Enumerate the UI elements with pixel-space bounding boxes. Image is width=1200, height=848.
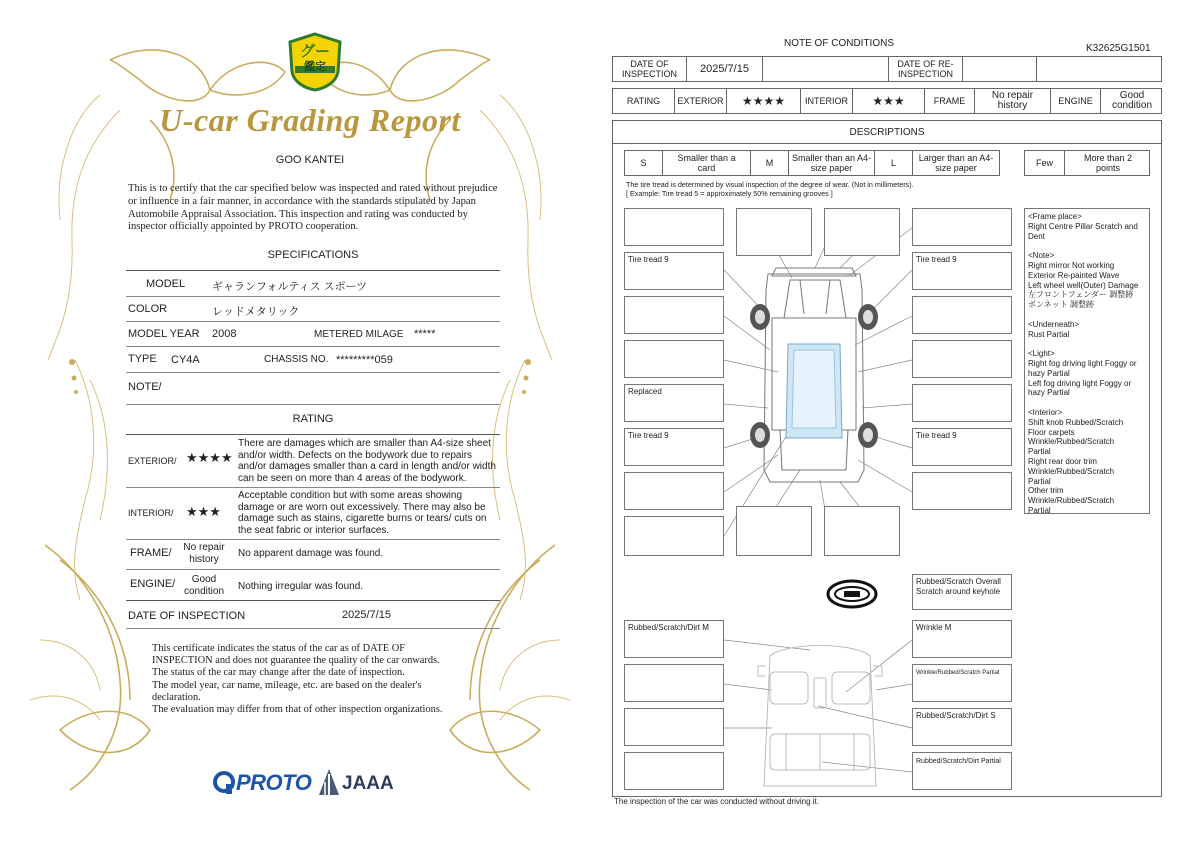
interior-left-box-1 xyxy=(624,620,724,658)
exterior-box-bottom-1 xyxy=(736,506,812,556)
exterior-box-top-1 xyxy=(736,208,812,256)
note-line xyxy=(1028,339,1146,349)
date-value: 2025/7/15 xyxy=(700,63,749,75)
chassis-label: CHASSIS NO. xyxy=(264,354,329,365)
tire-front-right-label: Tire tread 9 xyxy=(916,255,957,264)
inspection-date-label: DATE OF INSPECTION xyxy=(128,610,246,622)
note-line: 左フロントフェンダー 調整跡 xyxy=(1028,290,1134,300)
model-label: MODEL xyxy=(146,278,186,290)
inspection-date-value: 2025/7/15 xyxy=(342,609,391,621)
footer-line: The status of the car may change after the date of inspection. xyxy=(152,667,405,679)
notes-list xyxy=(1028,212,1146,516)
tire-rear-left-label: Tire tread 9 xyxy=(628,431,669,440)
interior-right-box-4 xyxy=(912,752,1012,790)
note-line xyxy=(1028,241,1146,251)
note-label: NOTE/ xyxy=(128,381,162,393)
exterior-box-right-1 xyxy=(912,208,1012,246)
legend-l-code: L xyxy=(890,158,896,168)
legend-m-desc: Smaller than an A4-size paper xyxy=(791,153,872,173)
note-line: Floor carpets xyxy=(1028,427,1075,437)
note-line: Wrinkle/Rubbed/Scratch xyxy=(1028,496,1115,506)
note-line: <Note> xyxy=(1028,251,1055,261)
engine-label: ENGINE/ xyxy=(130,578,176,590)
interior-right-label-4: Rubbed/Scratch/Dirt Partial xyxy=(916,758,1001,765)
note-line: Right Centre Pillar Scratch and xyxy=(1028,221,1138,231)
note-line: hazy Partial xyxy=(1028,368,1070,378)
steering-label: Rubbed/Scratch Overall Scratch around keyhole xyxy=(916,577,1001,596)
frame-value: No repair history xyxy=(991,90,1034,111)
note-line: Dent xyxy=(1028,231,1045,241)
footer-line: The evaluation may differ from that of other inspection organizations. xyxy=(152,704,443,716)
jaaa-logo-icon xyxy=(318,768,340,796)
exterior-label: EXTERIOR xyxy=(677,96,724,106)
model-value: ギャランフォルティス スポーツ xyxy=(212,281,368,293)
exterior-box-right-5 xyxy=(912,384,1012,422)
note-line: Wrinkle/Rubbed/Scratch xyxy=(1028,437,1115,447)
model-year-label: MODEL YEAR xyxy=(128,328,200,340)
exterior-box-left-7 xyxy=(624,472,724,510)
note-line: hazy Partial xyxy=(1028,388,1070,398)
rating-label: RATING xyxy=(626,96,661,106)
note-line: Other trim xyxy=(1028,486,1064,496)
mileage-label: METERED MILAGE xyxy=(314,329,404,340)
badge-top-text: グー xyxy=(299,43,330,60)
mileage-value: ***** xyxy=(414,328,436,340)
note-line: Rust Partial xyxy=(1028,329,1070,339)
interior-left-box-4 xyxy=(624,752,724,790)
reinspection-label: DATE OF RE-INSPECTION xyxy=(897,59,954,79)
footer-line: INSPECTION and does not guarantee the quality of the car onwards. xyxy=(152,655,440,667)
exterior-box-right-7 xyxy=(912,472,1012,510)
date-label: DATE OF INSPECTION xyxy=(621,59,677,79)
engine-value: Good condition xyxy=(183,574,225,597)
report-id: K32625G1501 xyxy=(1086,43,1151,54)
tire-front-left-box xyxy=(624,252,724,290)
type-value: CY4A xyxy=(171,354,200,366)
note-line: <Interior> xyxy=(1028,407,1063,417)
type-label: TYPE xyxy=(128,353,157,365)
color-label: COLOR xyxy=(128,303,168,315)
jaaa-logo-text: JAAA xyxy=(342,773,394,794)
proto-logo-text: PROTO xyxy=(236,770,312,795)
tire-rear-left-box xyxy=(624,428,724,466)
note-line: Partial xyxy=(1028,505,1051,515)
legend-s-code: S xyxy=(640,158,647,168)
exterior-box-right-3 xyxy=(912,296,1012,334)
note-line: Exterior Re-painted Wave xyxy=(1028,270,1120,280)
note-line: Right mirror Not working xyxy=(1028,260,1115,270)
note-line: Partial xyxy=(1028,476,1051,486)
color-value: レッドメタリック xyxy=(212,306,300,318)
exterior-box-top-2 xyxy=(824,208,900,256)
report-subtitle: GOO KANTEI xyxy=(275,154,345,166)
note-line: Partial xyxy=(1028,447,1051,457)
interior-label: INTERIOR/ xyxy=(128,508,174,518)
exterior-box-left-3 xyxy=(624,296,724,334)
interior-stars: ★★★ xyxy=(872,94,905,108)
exterior-box-left-8 xyxy=(624,516,724,556)
interior-right-box-1 xyxy=(912,620,1012,658)
exterior-stars: ★★★★ xyxy=(186,450,233,465)
condition-notes xyxy=(1024,208,1150,514)
tire-front-left-label: Tire tread 9 xyxy=(628,255,669,264)
note-line: Shift knob Rubbed/Scratch xyxy=(1028,417,1124,427)
legend-few-desc: More than 2 points xyxy=(1083,153,1133,173)
frame-label: FRAME xyxy=(933,96,966,106)
footer-line: declaration. xyxy=(152,691,201,703)
exterior-description: There are damages which are smaller than A4-size sheet and/or width. Defects on the bodywork due to repairs and/or damages smaller than a card in length and/or width can be seen on more than 4 areas of the bodywork. xyxy=(238,438,496,484)
tire-note-2: [ Example: Tire tread 5 = approximately 50% remaining grooves ] xyxy=(626,189,833,198)
conditions-footer: The inspection of the car was conducted without driving it. xyxy=(614,797,819,806)
car-exterior-diagram xyxy=(750,260,878,488)
chassis-value: *********059 xyxy=(336,354,393,366)
note-line: <Underneath> xyxy=(1028,319,1080,329)
interior-right-box-2 xyxy=(912,664,1012,702)
footer-line: This certificate indicates the status of the car as of DATE OF xyxy=(152,643,406,654)
interior-left-box-3 xyxy=(624,708,724,746)
conditions-title: NOTE OF CONDITIONS xyxy=(784,38,894,49)
note-line: ボンネット 調整跡 xyxy=(1028,300,1094,310)
engine-description: Nothing irregular was found. xyxy=(238,581,364,592)
interior-left-label-1: Rubbed/Scratch/Dirt M xyxy=(628,623,709,632)
exterior-box-left-1 xyxy=(624,208,724,246)
exterior-stars: ★★★★ xyxy=(741,94,786,108)
steering-wheel-icon xyxy=(824,578,880,610)
interior-label: INTERIOR xyxy=(804,96,848,106)
exterior-box-left-4 xyxy=(624,340,724,378)
interior-right-label-2: Wrinkle/Rubbed/Scratch Partial xyxy=(916,670,1000,676)
note-line: Wrinkle/Rubbed/Scratch xyxy=(1028,466,1115,476)
model-year-value: 2008 xyxy=(212,328,237,340)
badge-bottom-text: 鑑定 xyxy=(304,61,326,73)
descriptions-heading: DESCRIPTIONS xyxy=(612,120,1162,144)
interior-description: Acceptable condition but with some areas showing damage or are worn out excessively. There may also be damage such as stains, cigarette burns or tears/ cuts on the seat fabric or interior surfaces. xyxy=(238,490,487,536)
frame-description: No apparent damage was found. xyxy=(238,548,384,559)
tire-rear-right-label: Tire tread 9 xyxy=(916,431,957,440)
note-line: Right rear door trim xyxy=(1028,456,1097,466)
certificate-footer xyxy=(152,643,492,716)
frame-label: FRAME/ xyxy=(130,547,172,559)
note-line xyxy=(1028,310,1146,320)
footer-line: The model year, car name, mileage, etc. are based on the dealer's xyxy=(152,679,422,691)
note-of-conditions xyxy=(600,0,1200,848)
replaced-label: Replaced xyxy=(628,387,662,396)
tire-note-1: The tire tread is determined by visual inspection of the degree of wear. (Not in millimeters). xyxy=(626,180,914,189)
proto-logo-icon xyxy=(212,770,236,796)
note-line: Right fog driving light Foggy or xyxy=(1028,358,1137,368)
exterior-box-bottom-2 xyxy=(824,506,900,556)
interior-right-box-3 xyxy=(912,708,1012,746)
exterior-label: EXTERIOR/ xyxy=(128,456,177,466)
legend-few-code: Few xyxy=(1035,158,1053,168)
legend-m-code: M xyxy=(765,158,774,168)
tire-rear-right-box xyxy=(912,428,1012,466)
car-interior-diagram xyxy=(756,636,884,796)
note-line: <Light> xyxy=(1028,349,1055,359)
exterior-box-right-4 xyxy=(912,340,1012,378)
rating-heading: RATING xyxy=(292,413,334,425)
report-title: U-car Grading Report xyxy=(159,102,461,138)
frame-value: No repair history xyxy=(183,542,225,565)
specifications-heading: SPECIFICATIONS xyxy=(267,249,359,261)
steering-box xyxy=(912,574,1012,610)
interior-right-label-3: Rubbed/Scratch/Dirt S xyxy=(916,711,996,720)
legend-s-desc: Smaller than a card xyxy=(677,153,736,173)
note-line xyxy=(1028,398,1146,408)
note-line: Left wheel well(Outer) Damage xyxy=(1028,280,1139,290)
replaced-box xyxy=(624,384,724,422)
legend-l-desc: Larger than an A4-size paper xyxy=(918,153,994,173)
note-line: <Frame place> xyxy=(1028,212,1082,221)
interior-left-box-2 xyxy=(624,664,724,702)
tire-front-right-box xyxy=(912,252,1012,290)
note-line: Left fog driving light Foggy or xyxy=(1028,378,1132,388)
interior-right-label-1: Wrinkle M xyxy=(916,623,952,632)
engine-label: ENGINE xyxy=(1058,96,1093,106)
certification-intro: This is to certify that the car specified below was inspected and rated without prejudice or influence in a fair manner, in accordance with the standards stipulated by Japan Automobile Appraisal Association. This inspection and rating was conducted by inspector officially appointed by PROTO cooperation. xyxy=(128,183,498,233)
interior-stars: ★★★ xyxy=(186,504,221,519)
engine-value: Good condition xyxy=(1111,90,1153,111)
